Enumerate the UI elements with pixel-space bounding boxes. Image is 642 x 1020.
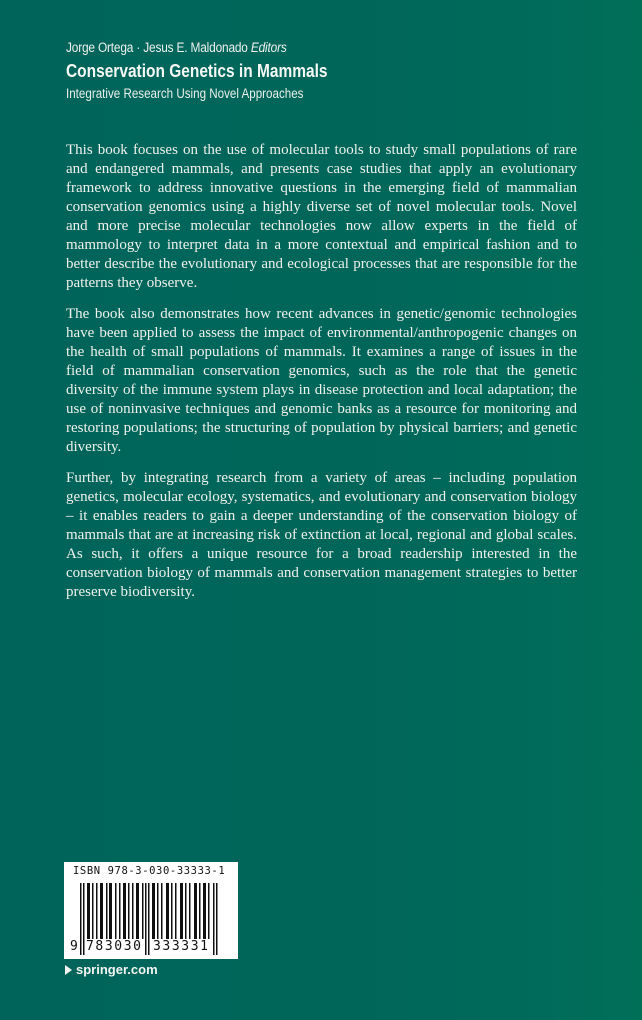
cover-header bbox=[66, 38, 370, 104]
blurb-paragraph: The book also demonstrates how recent advances in genetic/genomic technologies have been applied to assess the impact of environmental/anthropogenic changes on the health of small populations of mammals. It examines a range of issues in the field of mammalian conservation genomics, such as the role that the genetic diversity of the immune system plays in disease protection and local adaptation; the use of noninvasive techniques and genomic banks as a resource for monitoring and restoring populations; the structuring of population by physical barriers; and genetic diversity. bbox=[66, 306, 577, 455]
blurb bbox=[66, 141, 577, 614]
book-title: Conservation Genetics in Mammals bbox=[66, 61, 328, 81]
barcode-digits-left: 783030 bbox=[86, 939, 143, 954]
blurb-paragraph: This book focuses on the use of molecular tools to study small populations of rare and endangered mammals, and presents case studies that apply an evolutionary framework to address innovative questions in the emerging field of mammalian conservation genomics using a highly diverse set of novel molecular tools. Novel and more precise molecular technologies now allow experts in the field of mammology to interpret data in a more contextual and empirical fashion and to better describe the evolutionary and ecological processes that are responsible for the patterns they observe. bbox=[66, 142, 577, 291]
book-subtitle: Integrative Research Using Novel Approaches bbox=[66, 86, 304, 101]
editors-role: Editors bbox=[250, 40, 287, 55]
barcode-digits-right: 333331 bbox=[153, 939, 210, 954]
blurb-paragraph: Further, by integrating research from a variety of areas – including population genetics, molecular ecology, systematics, and evolutionary and conservation biology – it enables readers to gain a deeper understanding of the conservation biology of mammals that are at increasing risk of extinction at local, regional and global scales. As such, it offers a unique resource for a broad readership interested in the conservation biology of mammals and conservation management strategies to better preserve biodiversity. bbox=[66, 470, 577, 600]
springer-url[interactable]: springer.com bbox=[76, 962, 158, 977]
isbn-barcode bbox=[64, 862, 238, 959]
isbn-label: ISBN 978-3-030-33333-1 bbox=[73, 865, 226, 877]
barcode-digit-first: 9 bbox=[70, 939, 78, 954]
triangle-arrow-icon bbox=[65, 965, 72, 975]
authors: Jorge Ortega · Jesus E. Maldonado bbox=[66, 40, 248, 55]
springer-link[interactable] bbox=[65, 962, 158, 977]
editors-line bbox=[66, 38, 334, 58]
